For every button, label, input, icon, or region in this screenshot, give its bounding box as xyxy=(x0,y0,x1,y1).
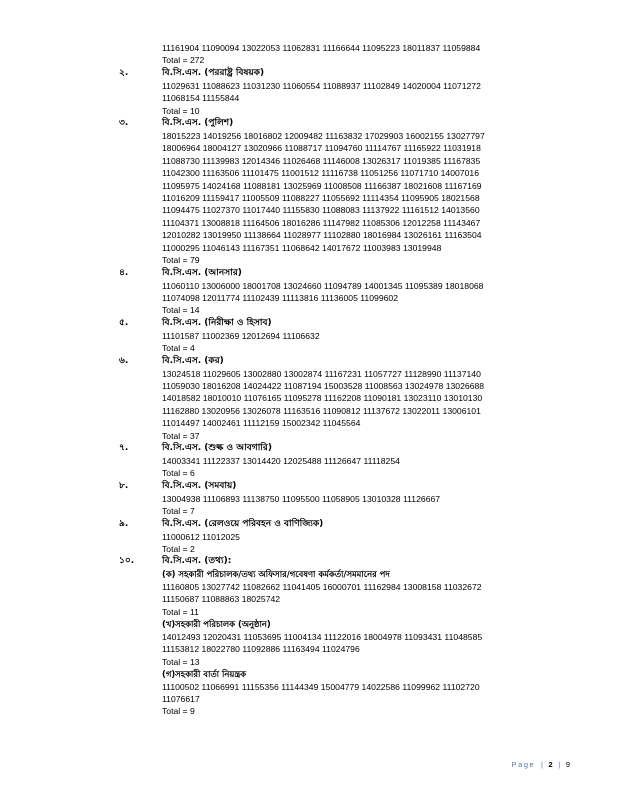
roll-number-line: 11074098 12011774 11102439 11113816 11136005 11099602 xyxy=(162,292,399,303)
section-title: বি.সি.এস. (পুলিশ) xyxy=(162,118,234,129)
section-number: ৯. xyxy=(119,518,129,529)
section-2 xyxy=(119,67,562,117)
section-3 xyxy=(119,117,562,266)
total-count: Total = 13 xyxy=(162,656,200,667)
roll-number-line: 11153812 18022780 11092886 11163494 11024796 xyxy=(162,644,360,655)
total-count: Total = 9 xyxy=(162,706,195,717)
roll-number-line: 11104371 13008818 11164506 18016286 11147982 11085306 12012258 11143467 xyxy=(162,217,481,228)
section-heading xyxy=(119,518,562,531)
total-count: Total = 2 xyxy=(162,544,195,554)
subsection-title: (ক) সহকারী পরিচালক/তথ্য অফিসার/গবেষণা কর্মকর্তা/সমমানের পদ xyxy=(162,569,390,580)
section-6 xyxy=(119,355,562,442)
subsection-b xyxy=(162,618,562,668)
total-count: Total = 37 xyxy=(162,430,200,441)
roll-number-line: 11094475 11027370 11017440 11155830 11088083 11137922 11161512 14013560 xyxy=(162,205,480,216)
section-heading xyxy=(119,117,562,130)
section-heading xyxy=(119,67,562,80)
page-label: Page xyxy=(511,760,536,769)
section-heading xyxy=(119,555,562,568)
roll-number-line: 11101587 11002369 12012694 11106632 xyxy=(162,330,320,341)
section-number: ৫. xyxy=(119,317,129,328)
total-count: Total = 79 xyxy=(162,255,200,266)
section-heading xyxy=(119,355,562,368)
section-title: বি.সি.এস. (শুল্ক ও আবগারি) xyxy=(162,442,272,453)
section-title: বি.সি.এস. (তথ্য): xyxy=(162,556,232,567)
subsection-title: (গ)সহকারী বার্তা নিয়ন্ত্রক xyxy=(162,669,247,680)
continued-block xyxy=(162,42,562,67)
roll-number-line: 11088730 11139983 12014346 11026468 11146008 13026317 11019385 11167835 xyxy=(162,155,481,166)
roll-number-line: 11161904 11090094 13022053 11062831 11166644 11095223 18011837 11059884 xyxy=(162,43,481,53)
current-page-number: 2 xyxy=(548,760,553,769)
total-count: Total = 4 xyxy=(162,343,195,354)
roll-number-line: 11000295 11046143 11167351 11068642 14017672 11003983 13019948 xyxy=(162,242,442,253)
section-heading xyxy=(119,317,562,330)
section-5 xyxy=(119,317,562,355)
total-count: Total = 10 xyxy=(162,105,200,116)
section-title: বি.সি.এস. (আনসার) xyxy=(162,267,242,278)
section-number: ২. xyxy=(119,67,129,78)
subsection-title: (খ)সহকারী পরিচালক (অনুষ্ঠান) xyxy=(162,619,271,630)
section-10 xyxy=(119,555,562,717)
total-count: Total = 6 xyxy=(162,468,195,479)
roll-number-line: 14012493 12020431 11053695 11004134 11122016 18004978 11093431 11048585 xyxy=(162,631,483,642)
section-heading xyxy=(119,442,562,455)
section-title: বি.সি.এস. (নিরীক্ষা ও হিসাব) xyxy=(162,317,272,328)
section-heading xyxy=(119,267,562,280)
roll-number-line: 11060110 13006000 18001708 13024660 11094789 14001345 11095389 18018068 xyxy=(162,280,484,291)
section-heading xyxy=(119,480,562,493)
total-count: Total = 11 xyxy=(162,606,199,617)
roll-number-line: 11029631 11088623 11031230 11060554 11088937 11102849 14020004 11071272 xyxy=(162,80,481,91)
section-title: বি.সি.এস. (সমবায়) xyxy=(162,480,237,491)
roll-number-line: 11042300 11163506 11101475 11001512 11116738 11051256 11071710 14007016 xyxy=(162,168,479,179)
section-4 xyxy=(119,267,562,317)
section-number: ১০. xyxy=(119,556,135,567)
page-footer xyxy=(470,760,570,769)
section-title: বি.সি.এস. (রেলওয়ে পরিবহন ও বাণিজ্যিক) xyxy=(162,518,324,529)
roll-number-line: 11160805 13027742 11082662 11041405 16000701 11162984 13008158 11032672 xyxy=(162,582,482,592)
roll-number-line: 11059030 18016208 14024422 11087194 15003528 11008563 13024978 13026688 xyxy=(162,380,485,391)
total-page-number: 9 xyxy=(565,760,570,769)
roll-number-line: 11150687 11088863 18025742 xyxy=(162,594,281,605)
roll-number-line: 11095975 14024168 11088181 13025969 11008508 11166387 18021608 11167169 xyxy=(162,180,482,191)
roll-number-line: 12010282 13019950 11138664 11028977 11102880 18016984 13026161 11163504 xyxy=(162,230,482,241)
section-number: ৪. xyxy=(119,267,129,278)
total-count: Total = 272 xyxy=(162,55,205,66)
roll-number-line: 11014497 14002461 11112159 15002342 11045564 xyxy=(162,418,361,429)
roll-number-line: 11016209 11159417 11005509 11088227 11055692 11114354 11095905 18021568 xyxy=(162,193,480,204)
roll-number-line: 11068154 11155844 xyxy=(162,93,240,104)
roll-number-line: 14003341 11122337 13014420 12025488 11126647 11118254 xyxy=(162,455,400,466)
section-number: ৮. xyxy=(119,480,129,491)
roll-number-line: 18015223 14019256 18016802 12009482 11163832 17029903 16002155 13027797 xyxy=(162,131,485,142)
total-count: Total = 7 xyxy=(162,506,195,517)
section-title: বি.সি.এস. (কর) xyxy=(162,355,224,366)
roll-number-line: 11000612 11012025 xyxy=(162,531,240,542)
section-number: ৬. xyxy=(119,355,129,366)
subsection-a xyxy=(162,568,562,618)
roll-number-line: 18006964 18004127 13020966 11088717 11094760 11114767 11165922 11031918 xyxy=(162,143,481,154)
section-9 xyxy=(119,518,562,556)
page-separator: | xyxy=(558,760,561,769)
document-body xyxy=(119,42,562,718)
subsection-c xyxy=(162,668,562,718)
section-7 xyxy=(119,442,562,480)
section-8 xyxy=(119,480,562,518)
roll-number-line: 14018582 18010010 11076165 11095278 11162208 11090181 13023110 13010130 xyxy=(162,393,483,404)
roll-number-line: 13024518 11029605 13002880 13002874 11167231 11057727 11128990 11137140 xyxy=(162,368,481,379)
section-number: ৩. xyxy=(119,118,129,129)
section-number: ৭. xyxy=(119,442,129,453)
roll-number-line: 11076617 xyxy=(162,694,200,705)
total-count: Total = 14 xyxy=(162,305,200,316)
roll-number-line: 11100502 11066991 11155356 11144349 15004779 14022586 11099962 11102720 xyxy=(162,681,480,692)
roll-number-line: 13004938 11106893 11138750 11095500 11058905 13010328 11126667 xyxy=(162,493,441,504)
page-separator: | xyxy=(540,760,543,769)
roll-number-line: 11162880 13020956 13026078 11163516 11090812 11137672 13022011 13006101 xyxy=(162,405,481,416)
section-title: বি.সি.এস. (পররাষ্ট্র বিষয়ক) xyxy=(162,67,265,78)
